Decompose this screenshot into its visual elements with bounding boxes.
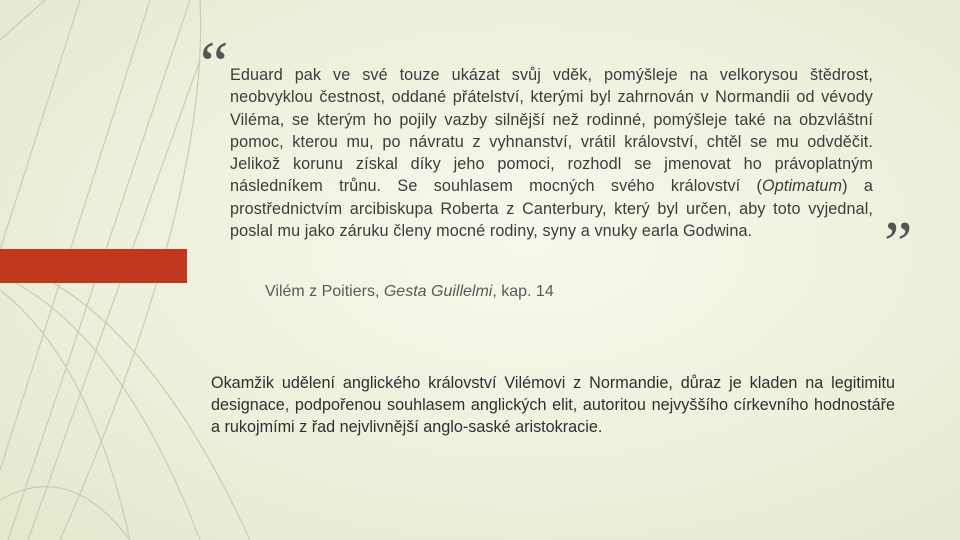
decor-line xyxy=(0,0,80,250)
commentary-paragraph: Okamžik udělení anglického království Vilémovi z Normandie, důraz je kladen na legitimitu designace, podpořenou souhlasem anglických elit, autoritou nejvyššího církevního hodnostáře a rukojmími z řad nejvlivnější anglo-saské aristokracie. xyxy=(211,374,895,436)
open-quote-mark: “ xyxy=(200,28,229,99)
accent-tab xyxy=(0,249,187,283)
quote-text-part-1: Eduard pak ve své touze ukázat svůj vděk, pomýšleje na velkorysou štědrost, neobvyklou čestnost, oddané přátelství, kterými byl zahrnován v Normandii od vévody Viléma, se kterým ho pojily vazby silnější než rodinné, pomýšleje také na obzvláštní pomoc, kterou mu, po návratu z vyhnanství, vrátil království, chtěl se mu odvděčit. Jelikož korunu získal díky jeho pomoci, rozhodl se jmenovat ho právoplatným následníkem trůnu. Se souhlasem mocných svého království ( xyxy=(230,66,873,196)
quote-text-part-2: ) a prostřednictvím arcibiskupa Roberta z Canterbury, který byl určen, aby toto vyjednal, poslal mu jako záruku členy mocné rodiny, syny a vnuky earla Godwina. xyxy=(230,177,873,241)
citation xyxy=(265,282,554,302)
quote-text xyxy=(230,64,873,242)
citation-author: Vilém z Poitiers, xyxy=(265,283,384,300)
decor-line xyxy=(0,0,45,40)
close-quote-mark: ” xyxy=(884,208,913,279)
decor-curve xyxy=(0,275,200,540)
quote-emphasis: Optimatum xyxy=(762,177,843,196)
decor-line xyxy=(0,0,150,470)
citation-location: , kap. 14 xyxy=(492,283,554,300)
decor-curve xyxy=(0,487,130,540)
citation-work: Gesta Guillelmi xyxy=(383,283,493,300)
